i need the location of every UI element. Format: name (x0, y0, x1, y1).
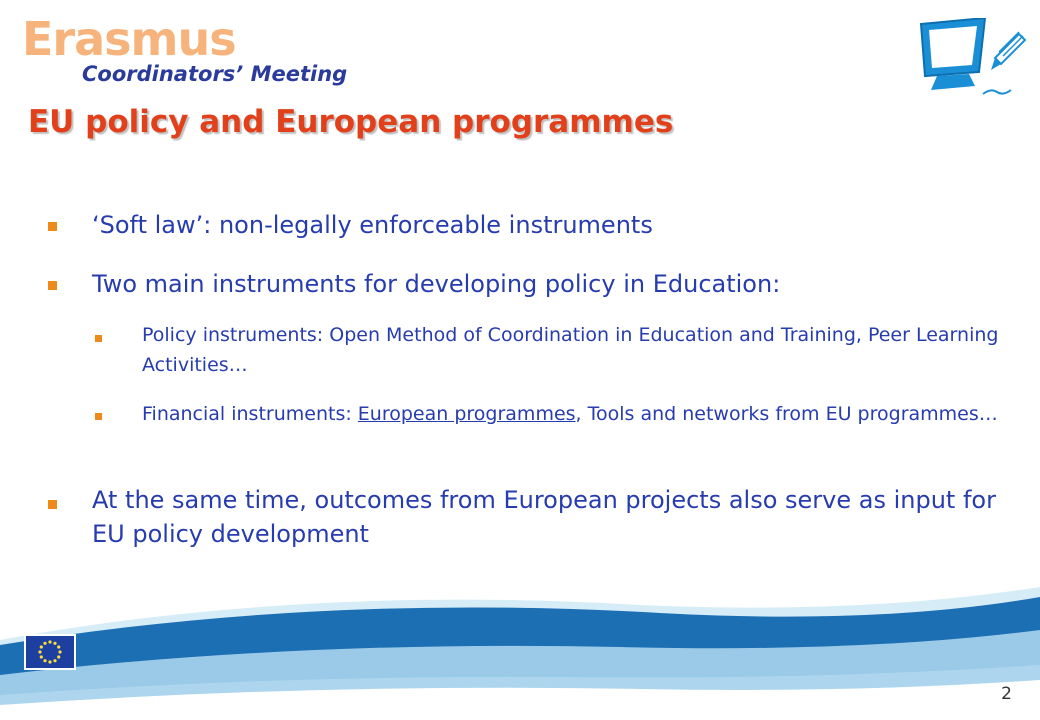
sub-bullet-marker (95, 335, 102, 342)
financial-suffix: , Tools and networks from EU programmes… (575, 403, 998, 425)
slide-title: EU policy and European programmes (28, 104, 674, 140)
computer-pen-icon (915, 18, 1027, 100)
financial-prefix: Financial instruments: (142, 403, 358, 425)
bullet-soft-law: ‘Soft law’: non-legally enforceable instruments (92, 211, 653, 239)
bullet-two-instruments: Two main instruments for developing policy in Education: (92, 270, 781, 298)
erasmus-logo (22, 12, 348, 86)
sub-bullet-financial-instruments (142, 399, 1012, 429)
bullet-marker (48, 281, 57, 290)
sub-bullet-marker (95, 413, 102, 420)
logo-word: Erasmus (22, 12, 236, 66)
logo-subtitle: Coordinators’ Meeting (82, 62, 348, 86)
bullet-marker (48, 222, 57, 231)
bullet-same-time: At the same time, outcomes from European projects also serve as input for EU policy development (92, 486, 996, 548)
sub-bullet-policy-instruments: Policy instruments: Open Method of Coordination in Education and Training, Peer Learning Activities… (142, 324, 999, 376)
page-number: 2 (1001, 684, 1012, 704)
bullet-marker (48, 500, 57, 509)
footer-wave (0, 585, 1040, 720)
eu-flag-icon (24, 634, 76, 670)
european-programmes-link[interactable]: European programmes (357, 403, 576, 425)
